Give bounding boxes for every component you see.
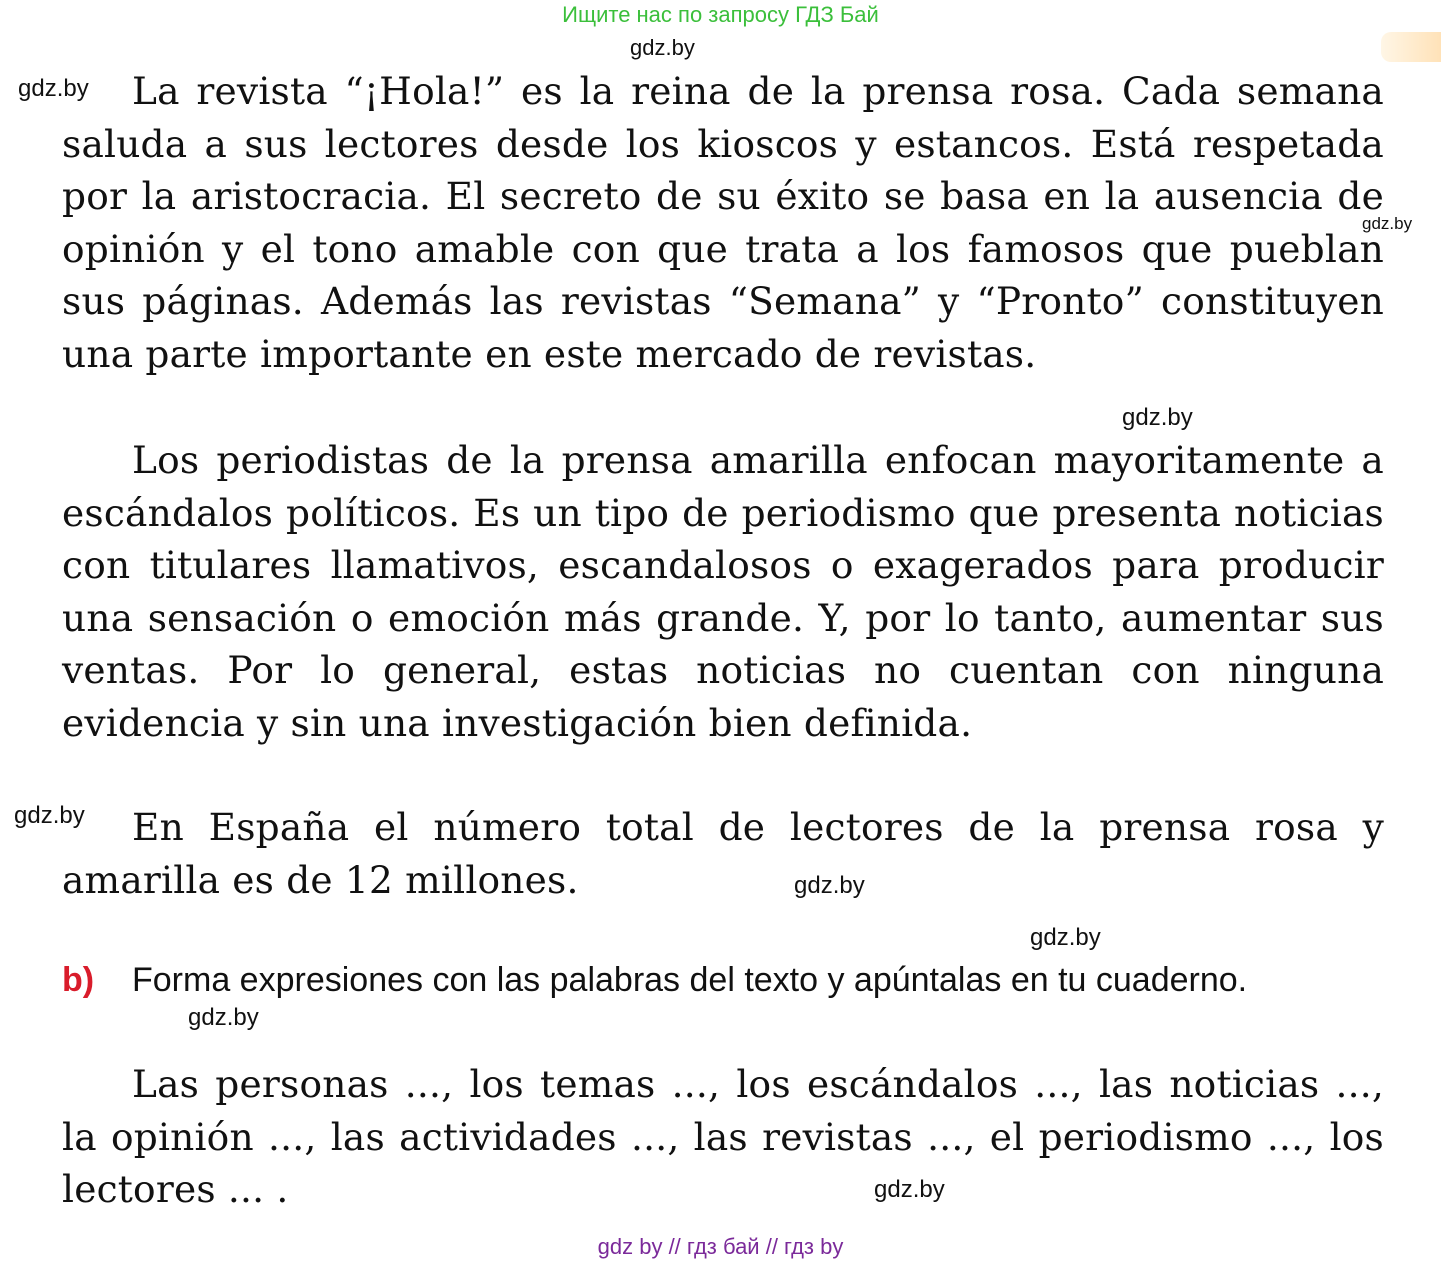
watermark: gdz.by <box>874 1176 945 1203</box>
paragraph-two: Los periodistas de la prensa amarilla enfocan mayoritamente a escándalos políticos. Es un tipo de periodismo que presenta noticias con titulares llamativos, escandalosos o exagerados para producir una sensación o emoción más grande. Y, por lo tanto, aumentar sus ventas. Por lo general, estas noticias no cuentan con ninguna evidencia y sin una investigación bien definida. <box>62 438 1384 745</box>
exercise-text: Las personas ..., los temas ..., los escándalos ..., las noticias ..., la opinión ..., las actividades ..., las revistas ..., el periodismo ..., los lectores ... . <box>62 1062 1384 1211</box>
watermark: gdz.by <box>18 75 89 102</box>
watermark: gdz.by <box>188 1004 259 1031</box>
watermark: gdz.by <box>14 802 85 829</box>
corner-tab <box>1381 32 1441 62</box>
exercise-block <box>62 1058 1384 1216</box>
paragraph-one-block <box>62 65 1384 380</box>
watermark: gdz.by <box>630 35 695 60</box>
watermark: gdz.by <box>1362 214 1413 233</box>
footer: gdz by // гдз бай // гдз by <box>597 1234 844 1259</box>
paragraph-two-block <box>62 434 1384 749</box>
task-instruction: Forma expresiones con las palabras del texto y apúntalas en tu cuaderno. <box>132 961 1248 999</box>
paragraph-three-block <box>62 801 1384 906</box>
task-letter: b) <box>62 961 95 999</box>
watermark: gdz.by <box>1122 404 1193 431</box>
top-banner: Ищите нас по запросу ГДЗ Бай <box>562 2 879 27</box>
paragraph-three: En España el número total de lectores de la prensa rosa y amarilla es de 12 millones. <box>62 805 1384 902</box>
task-line <box>62 958 1392 1002</box>
watermark: gdz.by <box>1030 924 1101 951</box>
watermark: gdz.by <box>794 872 865 899</box>
paragraph-one: La revista “¡Hola!” es la reina de la prensa rosa. Cada semana saluda a sus lectores desde los kioscos y estancos. Está respetada por la aristocracia. El secreto de su éxito se basa en la ausencia de opinión y el tono amable con que trata a los famosos que pueblan sus páginas. Además las revistas “Semana” y “Pronto” constituyen una parte importante en este mercado de revistas. <box>62 69 1384 376</box>
